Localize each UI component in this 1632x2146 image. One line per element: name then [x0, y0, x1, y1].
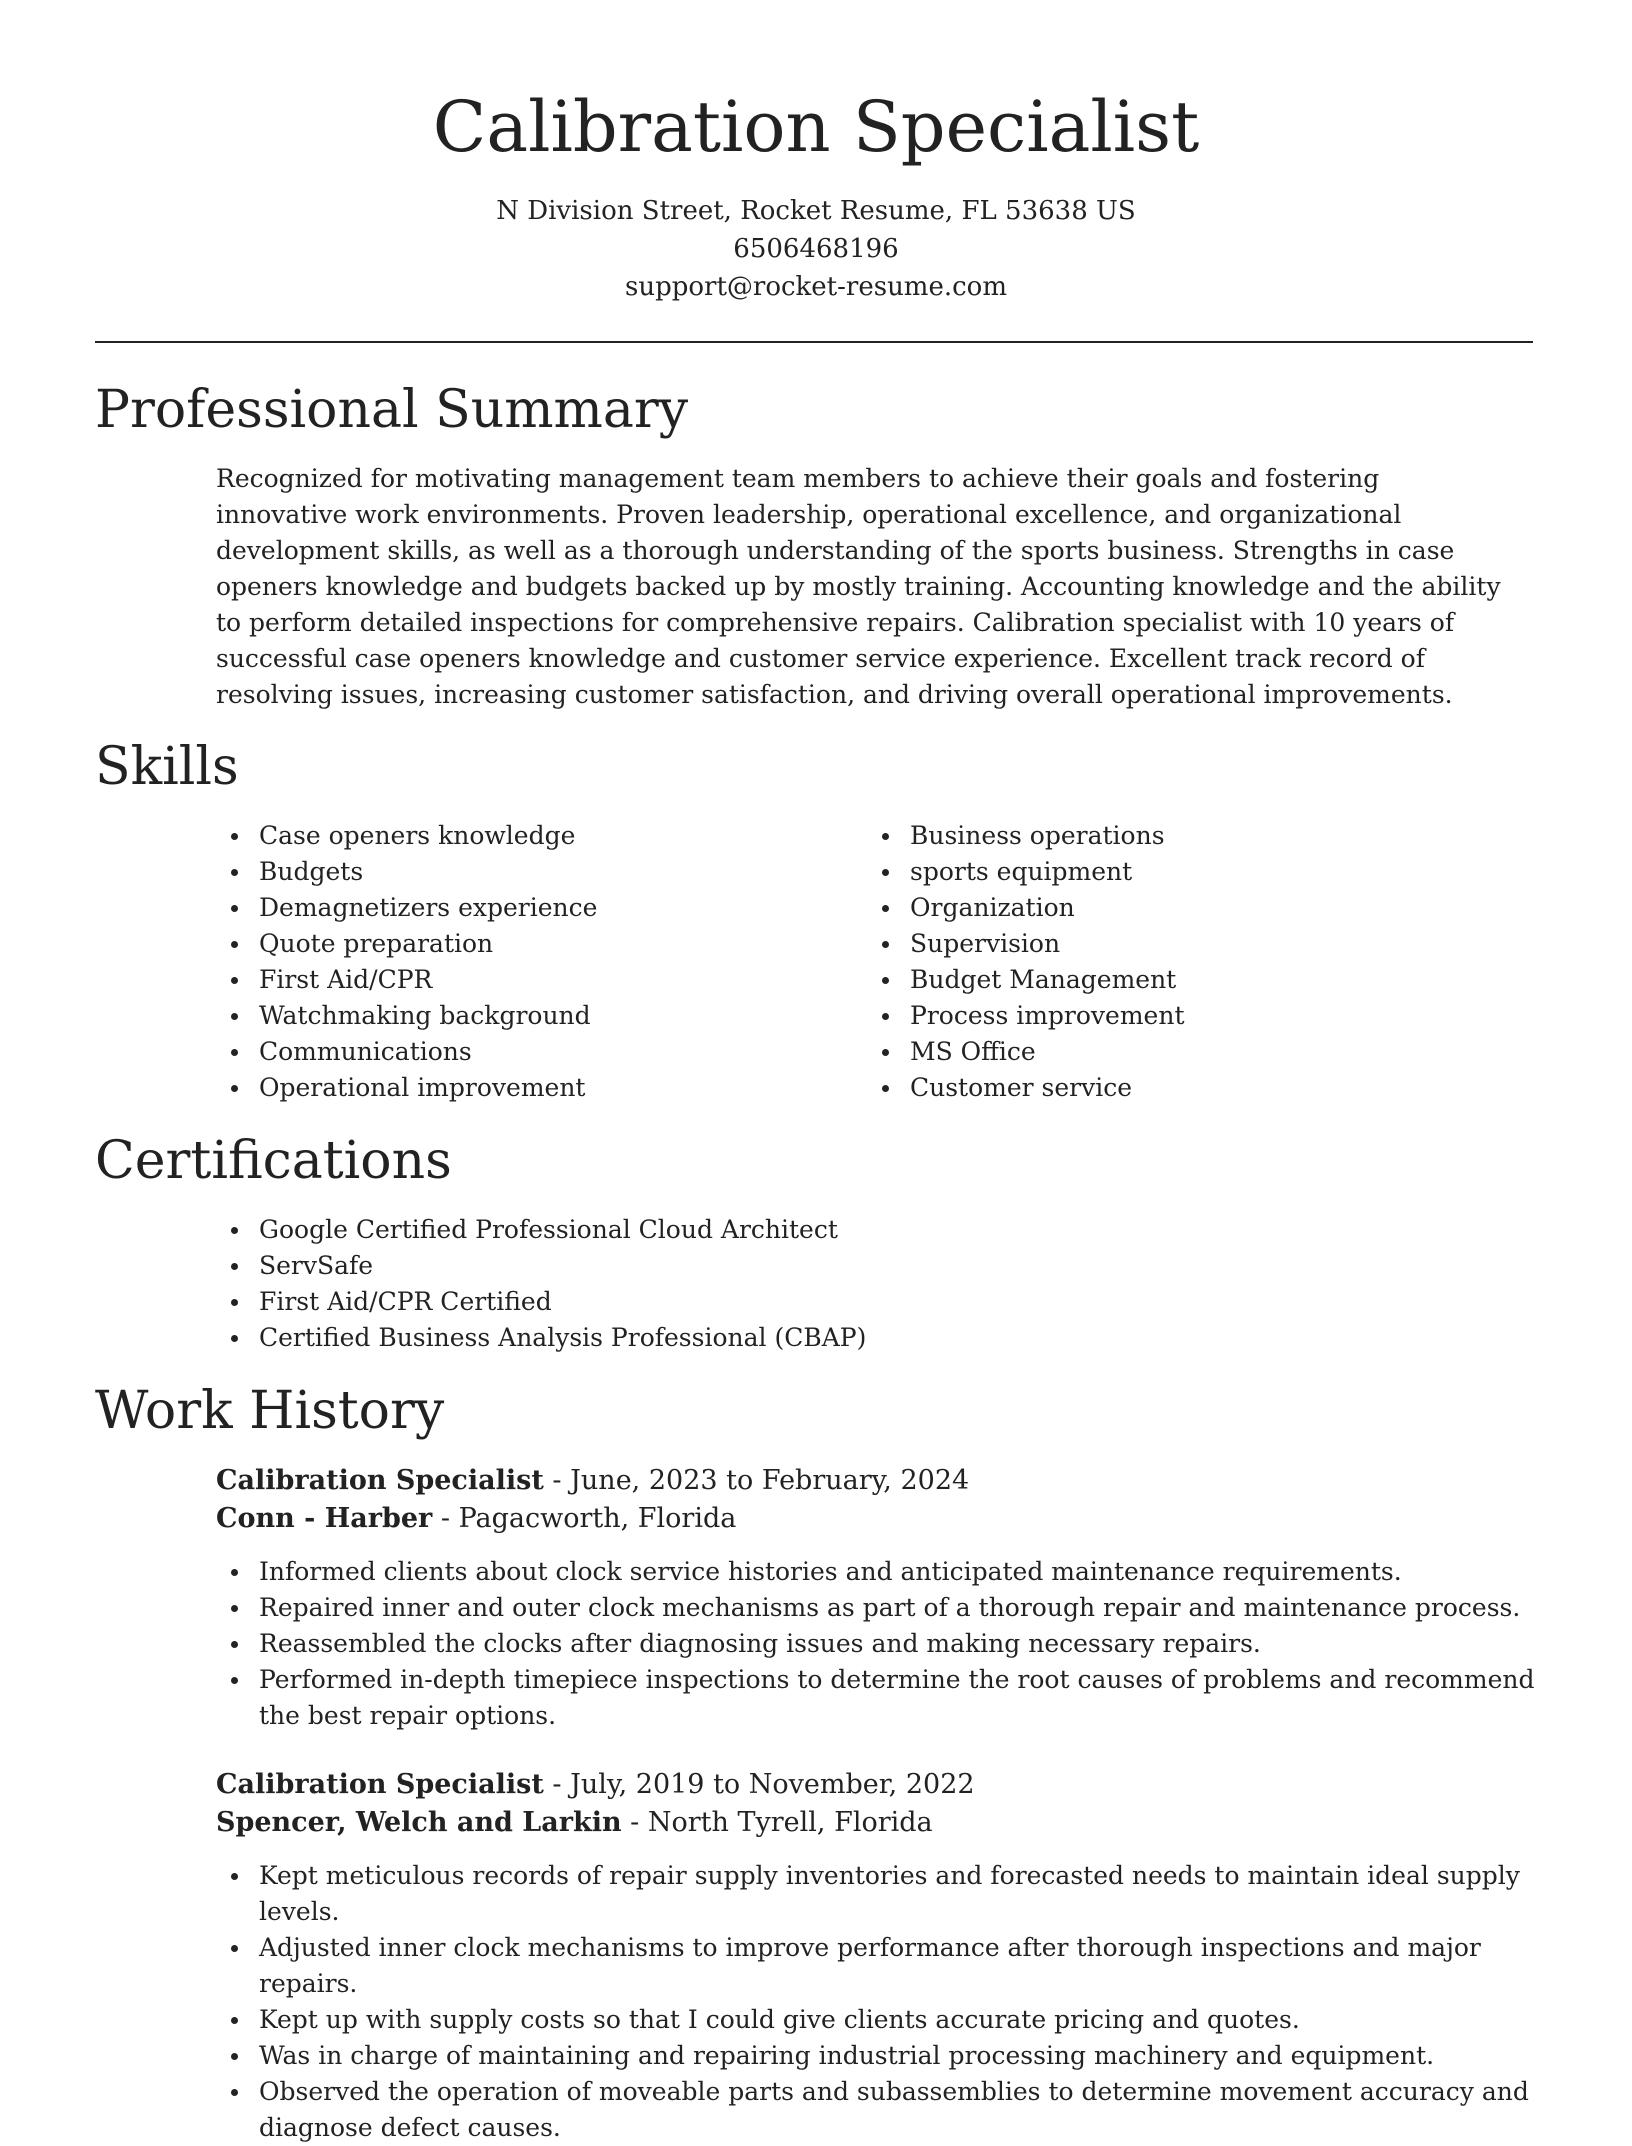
job-company: Conn - Harber	[216, 1503, 433, 1534]
contact-email: support@rocket-resume.com	[624, 272, 1007, 302]
certification-item: ServSafe	[216, 1248, 1516, 1284]
job-title: Calibration Specialist	[216, 1769, 544, 1800]
job-duty-item: Was in charge of maintaining and repairing industrial processing machinery and equipment.	[216, 2038, 1536, 2074]
certification-item: Certified Business Analysis Professional (CBAP)	[216, 1320, 1516, 1356]
job-duty-item: Adjusted inner clock mechanisms to improve performance after thorough inspections and major repairs.	[216, 1930, 1536, 2002]
skill-item: Quote preparation	[216, 926, 836, 962]
skills-list-right	[867, 818, 1487, 1106]
contact-phone: 6506468196	[733, 234, 899, 264]
skill-item: sports equipment	[867, 854, 1487, 890]
job-duties-list	[216, 1554, 1536, 1734]
certifications-list	[216, 1212, 1516, 1356]
job-entry-header	[216, 1462, 1516, 1538]
job-title-line: Calibration Specialist - July, 2019 to November, 2022	[216, 1769, 975, 1800]
skill-item: Budgets	[216, 854, 836, 890]
contact-block	[0, 192, 1632, 306]
job-duty-item: Informed clients about clock service histories and anticipated maintenance requirements.	[216, 1554, 1536, 1590]
job-duty-item: Kept up with supply costs so that I could give clients accurate pricing and quotes.	[216, 2002, 1536, 2038]
contact-address: N Division Street, Rocket Resume, FL 53638 US	[496, 196, 1136, 226]
job-entry-header	[216, 1766, 1516, 1842]
skill-item: Case openers knowledge	[216, 818, 836, 854]
job-dates: June, 2023 to February, 2024	[570, 1465, 970, 1496]
work-history-heading: Work History	[95, 1381, 445, 1441]
job-company-line: Spencer, Welch and Larkin - North Tyrell, Florida	[216, 1807, 933, 1838]
job-duty-item: Kept meticulous records of repair supply inventories and forecasted needs to maintain ideal supply levels.	[216, 1858, 1536, 1930]
job-duty-item: Repaired inner and outer clock mechanisms as part of a thorough repair and maintenance process.	[216, 1590, 1536, 1626]
skill-item: Organization	[867, 890, 1487, 926]
skill-item: Customer service	[867, 1070, 1487, 1106]
skill-item: Operational improvement	[216, 1070, 836, 1106]
certification-item: Google Certified Professional Cloud Architect	[216, 1212, 1516, 1248]
job-location: Pagacworth, Florida	[458, 1503, 737, 1534]
job-company: Spencer, Welch and Larkin	[216, 1807, 622, 1838]
skill-item: Communications	[216, 1034, 836, 1070]
job-company-line: Conn - Harber - Pagacworth, Florida	[216, 1503, 737, 1534]
skills-list-left	[216, 818, 836, 1106]
job-duty-item: Reassembled the clocks after diagnosing issues and making necessary repairs.	[216, 1626, 1536, 1662]
resume-name-heading: Calibration Specialist	[432, 86, 1200, 168]
skill-item: First Aid/CPR	[216, 962, 836, 998]
job-location: North Tyrell, Florida	[647, 1807, 933, 1838]
job-dates: July, 2019 to November, 2022	[570, 1769, 975, 1800]
header-divider	[95, 341, 1533, 343]
skill-item: Supervision	[867, 926, 1487, 962]
certifications-heading: Certifications	[95, 1131, 452, 1191]
job-title: Calibration Specialist	[216, 1465, 544, 1496]
certification-item: First Aid/CPR Certified	[216, 1284, 1516, 1320]
job-duties-list	[216, 1858, 1536, 2146]
skill-item: MS Office	[867, 1034, 1487, 1070]
skill-item: Process improvement	[867, 998, 1487, 1034]
skills-heading: Skills	[95, 737, 239, 797]
skill-item: Demagnetizers experience	[216, 890, 836, 926]
job-duty-item: Observed the operation of moveable parts and subassemblies to determine movement accuracy and diagnose defect causes.	[216, 2074, 1536, 2146]
skill-item: Business operations	[867, 818, 1487, 854]
job-duty-item: Performed in-depth timepiece inspections to determine the root causes of problems and recommend the best repair options.	[216, 1662, 1536, 1734]
summary-heading: Professional Summary	[95, 380, 689, 440]
skill-item: Watchmaking background	[216, 998, 836, 1034]
skill-item: Budget Management	[867, 962, 1487, 998]
job-title-line: Calibration Specialist - June, 2023 to February, 2024	[216, 1465, 970, 1496]
summary-text: Recognized for motivating management team members to achieve their goals and fostering innovative work environments. Proven leadership, operational excellence, and organizational development skills, as well as a thorough understanding of the sports business. Strengths in case openers knowledge and budgets backed up by mostly training. Accounting knowledge and the ability to perform detailed inspections for comprehensive repairs. Calibration specialist with 10 years of successful case openers knowledge and customer service experience. Excellent track record of resolving issues, increasing customer satisfaction, and driving overall operational improvements.	[216, 464, 1501, 709]
